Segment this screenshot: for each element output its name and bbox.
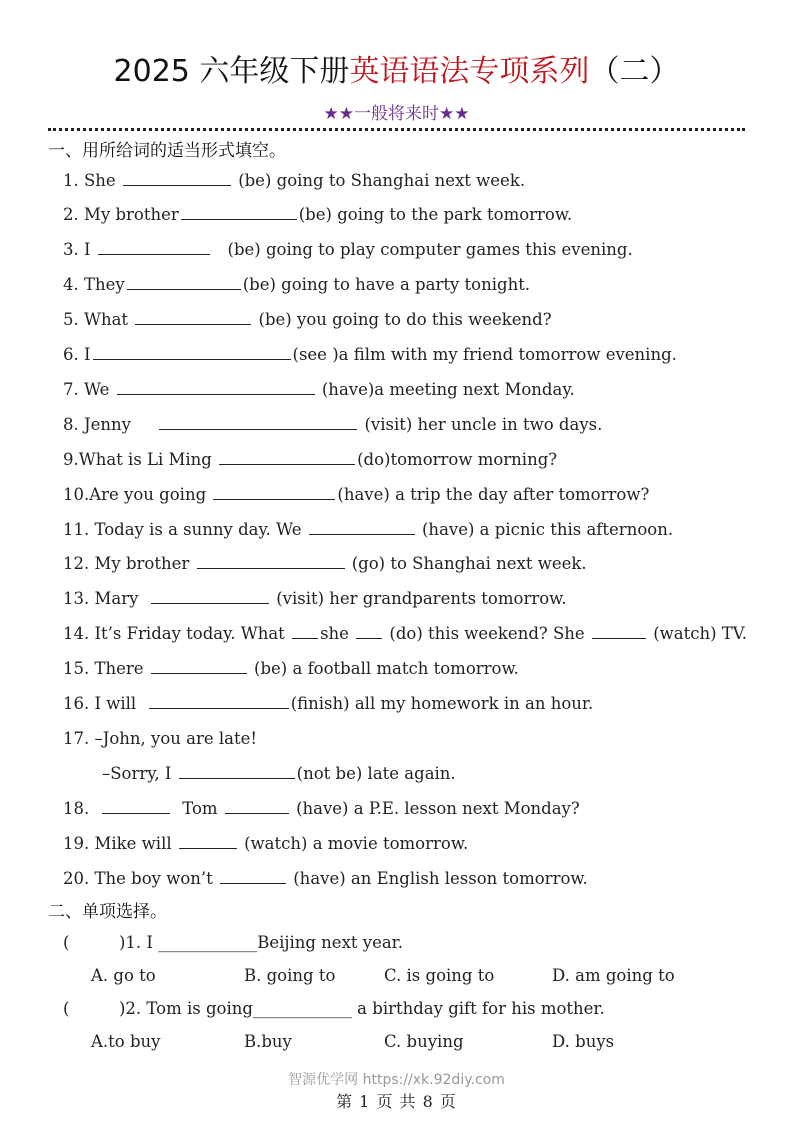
question-20: 20. The boy won’t (have) an English lesson tomorrow. — [63, 869, 588, 888]
question-4: 4. They (be) going to have a party tonight. — [63, 275, 531, 294]
question-6: 6. I (see )a film with my friend tomorrow evening. — [63, 345, 677, 364]
question-1: 1. She (be) going to Shanghai next week. — [63, 171, 526, 190]
answer-blank[interactable] — [181, 204, 297, 220]
answer-blank[interactable] — [197, 553, 345, 569]
question-3: 3. I (be) going to play computer games this evening. — [63, 240, 633, 259]
section1-heading: 一、用所给词的适当形式填空。 — [48, 141, 286, 161]
answer-blank[interactable] — [225, 798, 289, 814]
question-5: 5. What (be) you going to do this weekend? — [63, 310, 552, 329]
question-12: 12. My brother (go) to Shanghai next week. — [63, 554, 587, 573]
answer-blank[interactable] — [179, 833, 237, 849]
subtitle: ★★一般将来时★★ — [323, 104, 470, 124]
answer-blank[interactable] — [356, 623, 382, 639]
answer-blank[interactable] — [151, 658, 247, 674]
title-suffix: （二） — [589, 54, 680, 89]
answer-blank[interactable] — [102, 798, 170, 814]
answer-paren[interactable]: ( — [63, 933, 70, 952]
answer-blank[interactable] — [117, 379, 315, 395]
mc-question-1-stem: )1. I ____________Beijing next year. — [119, 933, 403, 952]
answer-blank[interactable] — [213, 484, 335, 500]
option-a[interactable]: A.to buy — [91, 1032, 161, 1051]
page-title — [0, 50, 793, 94]
dotted-divider — [48, 128, 745, 131]
title-prefix: 2025 六年级下册 — [113, 54, 350, 89]
page-number: 第 1 页 共 8 页 — [336, 1092, 457, 1111]
option-d[interactable]: D. am going to — [552, 966, 675, 985]
answer-blank[interactable] — [149, 693, 289, 709]
option-c[interactable]: C. is going to — [384, 966, 495, 985]
footer-watermark: 智源优学网 https://xk.92diy.com — [288, 1072, 505, 1088]
mc-question-2-stem: )2. Tom is going____________ a birthday gift for his mother. — [119, 999, 605, 1018]
question-7: 7. We (have)a meeting next Monday. — [63, 380, 575, 399]
question-19: 19. Mike will (watch) a movie tomorrow. — [63, 834, 469, 853]
question-9: 9.What is Li Ming (do)tomorrow morning? — [63, 450, 558, 469]
question-18: 18. Tom (have) a P.E. lesson next Monday? — [63, 799, 580, 818]
answer-blank[interactable] — [309, 519, 415, 535]
question-10: 10.Are you going (have) a trip the day after tomorrow? — [63, 485, 650, 504]
answer-blank[interactable] — [151, 588, 269, 604]
title-highlight: 英语语法专项系列 — [349, 54, 590, 89]
question-17: 17. –John, you are late! — [63, 729, 258, 748]
answer-blank[interactable] — [292, 623, 318, 639]
answer-blank[interactable] — [123, 170, 231, 186]
answer-blank[interactable] — [592, 623, 646, 639]
answer-blank[interactable] — [179, 763, 295, 779]
question-13: 13. Mary (visit) her grandparents tomorrow. — [63, 589, 567, 608]
answer-blank[interactable] — [219, 449, 355, 465]
answer-paren[interactable]: ( — [63, 999, 70, 1018]
question-8: 8. Jenny (visit) her uncle in two days. — [63, 415, 603, 434]
option-a[interactable]: A. go to — [91, 966, 156, 985]
option-d[interactable]: D. buys — [552, 1032, 615, 1051]
option-b[interactable]: B.buy — [244, 1032, 292, 1051]
question-16: 16. I will (finish) all my homework in an hour. — [63, 694, 594, 713]
question-2: 2. My brother (be) going to the park tomorrow. — [63, 205, 573, 224]
answer-blank[interactable] — [220, 868, 286, 884]
question-11: 11. Today is a sunny day. We (have) a picnic this afternoon. — [63, 520, 674, 539]
question-17-reply: –Sorry, I (not be) late again. — [102, 764, 456, 783]
answer-blank[interactable] — [159, 414, 357, 430]
answer-blank[interactable] — [98, 239, 210, 255]
question-15: 15. There (be) a football match tomorrow. — [63, 659, 519, 678]
option-b[interactable]: B. going to — [244, 966, 336, 985]
section2-heading: 二、单项选择。 — [48, 902, 167, 922]
answer-blank[interactable] — [127, 274, 241, 290]
answer-blank[interactable] — [93, 344, 291, 360]
question-14: 14. It’s Friday today. What she (do) this weekend? She (watch) TV. — [63, 624, 748, 643]
answer-blank[interactable] — [135, 309, 251, 325]
option-c[interactable]: C. buying — [384, 1032, 464, 1051]
